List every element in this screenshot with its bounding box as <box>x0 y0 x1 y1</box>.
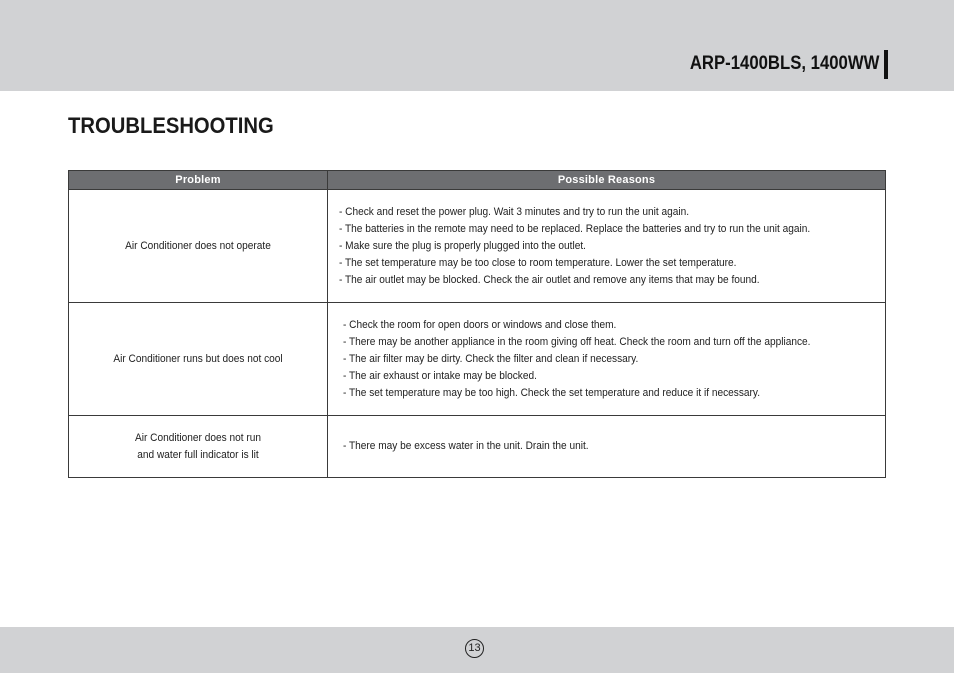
problem-cell <box>69 190 328 303</box>
reason-item: - The air filter may be dirty. Check the filter and clean if necessary. <box>343 352 639 365</box>
reason-item: - The batteries in the remote may need to be replaced. Replace the batteries and try to run the unit again. <box>339 222 811 235</box>
table-row <box>69 190 886 303</box>
column-header-problem: Problem <box>69 171 328 190</box>
problem-text: Air Conditioner does not operate <box>125 239 271 252</box>
reason-item: - Check the room for open doors or windows and close them. <box>343 318 617 331</box>
troubleshooting-table <box>68 170 886 478</box>
problem-text: Air Conditioner does not run <box>134 431 262 444</box>
table-row <box>69 303 886 416</box>
model-title: ARP-1400BLS, 1400WW <box>689 53 879 74</box>
table-row <box>69 416 886 478</box>
reason-item: - Make sure the plug is properly plugged into the outlet. <box>339 239 586 252</box>
header-band <box>0 0 954 91</box>
reason-item: - The set temperature may be too high. Check the set temperature and reduce it if necessary. <box>343 386 761 399</box>
reason-item: - There may be another appliance in the room giving off heat. Check the room and turn off the appliance. <box>343 335 811 348</box>
reason-item: - There may be excess water in the unit. Drain the unit. <box>343 440 589 452</box>
reason-item: - Check and reset the power plug. Wait 3 minutes and try to run the unit again. <box>339 205 690 218</box>
table-header-row <box>69 171 886 190</box>
problem-text: and water full indicator is lit <box>137 448 259 461</box>
model-title-bar <box>884 50 888 79</box>
reason-item: - The air outlet may be blocked. Check the air outlet and remove any items that may be found. <box>339 273 760 286</box>
column-header-reasons: Possible Reasons <box>328 171 886 190</box>
problem-text: Air Conditioner runs but does not cool <box>113 352 283 365</box>
reason-item: - The air exhaust or intake may be blocked. <box>343 369 537 382</box>
reasons-cell <box>328 303 886 416</box>
page-number: 13 <box>465 639 484 658</box>
reasons-cell <box>328 416 886 478</box>
reasons-cell <box>328 190 886 303</box>
problem-cell <box>69 303 328 416</box>
page-title: TROUBLESHOOTING <box>68 113 274 138</box>
reason-item: - The set temperature may be too close to room temperature. Lower the set temperature. <box>339 256 737 269</box>
problem-cell <box>69 416 328 478</box>
